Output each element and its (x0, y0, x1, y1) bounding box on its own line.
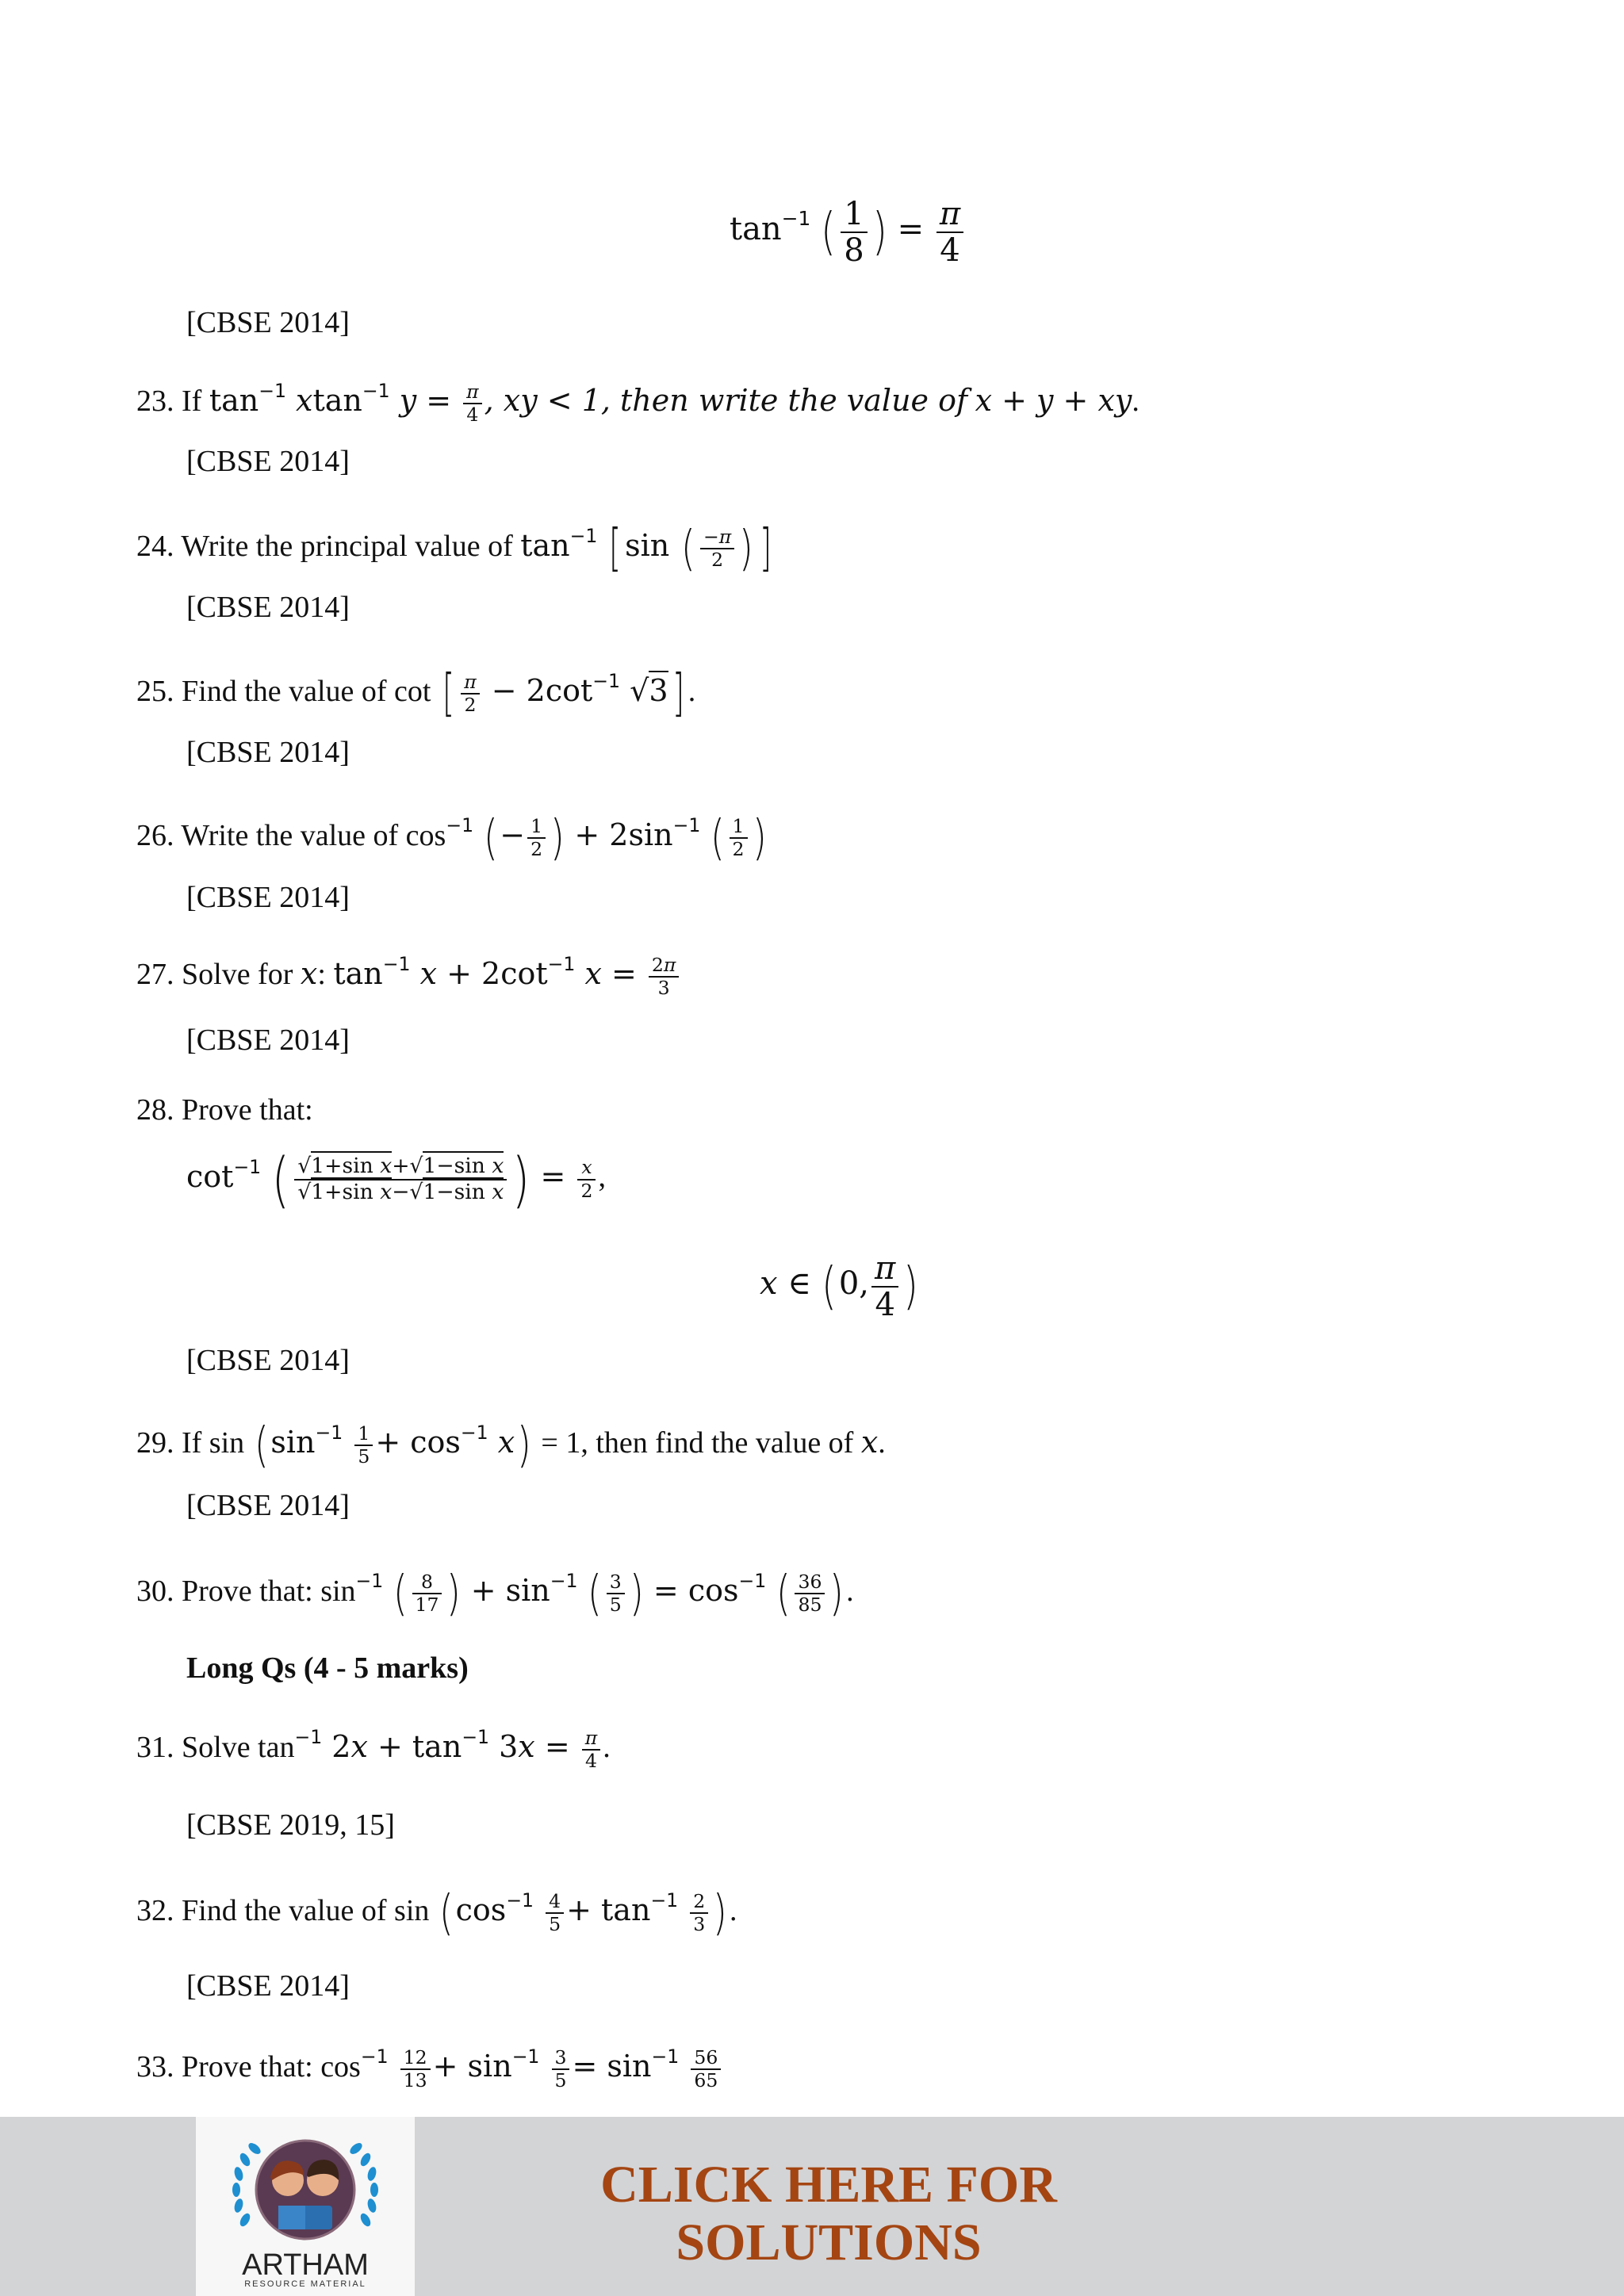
q31: 31. Solve $\tan^{-1} 2x + \tan^{-1} 3x$ = $\frac{\pi}{4}$ . (136, 1726, 611, 1773)
click-for-solutions-link[interactable] (508, 2156, 1150, 2271)
q24-source: [CBSE 2014] (186, 591, 350, 624)
artham-logo[interactable] (196, 2117, 415, 2296)
q32: 32. Find the value of $\sin (\cos^{-1}$ $\frac{4}{5}$ + $\tan^{-1}$ $\frac{2}{3}$ ). (136, 1885, 737, 1941)
q27-source: [CBSE 2014] (186, 1024, 350, 1057)
q28-source: [CBSE 2014] (186, 1344, 350, 1377)
q27: 27. Solve for x: $\tan^{-1} x + 2\cot^{-1}$ x = $\frac{2\pi}{3}$ (136, 955, 681, 998)
q26: 26. Write the value of $\cos^{-1}$ (− $\frac{1}{2}$ ) + $2\sin^{-1}$ ( $\frac{1}{2}$ ) (136, 810, 767, 866)
section-title: Long Qs (4 - 5 marks) (186, 1651, 469, 1685)
cta-line-2: SOLUTIONS (676, 2213, 982, 2271)
q23: 23. If $\tan^{-1} xtan^{-1}$ y = $\frac{\pi}{4}$ , xy < 1, then write the value of x + y + xy. (136, 380, 1139, 427)
q31-source: [CBSE 2019, 15] (186, 1808, 395, 1842)
q33: 33. Prove that: $\cos^{-1}$ $\frac{12}{13}$ + $\sin^{-1}$ $\frac{3}{5}$ = $\sin^{-1}$ $\frac{56}{65}$ (136, 2048, 723, 2091)
q23-source: [CBSE 2014] (186, 445, 350, 478)
q26-source: [CBSE 2014] (186, 881, 350, 914)
q30: 30. Prove that: $\sin^{-1}$ ( $\frac{8}{17}$ ) + $\sin^{-1}$ ( $\frac{3}{5}$ ) = $\cos^{-1}$ ( $\frac{36}{85}$ ). (136, 1566, 854, 1621)
cta-line-1: CLICK HERE FOR (600, 2156, 1057, 2214)
q29-source: [CBSE 2014] (186, 1489, 350, 1522)
q28-domain: x ∈ (0, $\frac{\pi}{4}$ ) (760, 1250, 919, 1323)
logo-name: ARTHAM (242, 2248, 369, 2282)
q32-source: [CBSE 2014] (186, 1969, 350, 2003)
logo-subtitle: RESOURCE MATERIAL (244, 2279, 366, 2289)
q28-equation: $\cot^{-1}$ ( $\frac{\text{√1+sin x+√1−sin x}}{\text{√1+sin x−√1−sin x}}$ ) = $\frac{x}{2}$ , (186, 1144, 606, 1215)
q25: 25. Find the value of cot [ $\frac{\pi}{2}$ − $2\cot^{-1}$ √3] . (136, 664, 696, 723)
q25-source: [CBSE 2014] (186, 736, 350, 769)
q22-equation: $\tan^{-1}$ ( $\frac{1}{8}$ ) = $\frac{\pi}{4}$ (730, 198, 966, 266)
laurel-wreath-icon (196, 2117, 415, 2244)
q28: 28. Prove that: (136, 1093, 313, 1127)
q24: 24. Write the principal value of $\tan^{-1}$ [ sin ( $\frac{-\pi}{2}$ ) ] (136, 519, 772, 578)
q22-source: [CBSE 2014] (186, 306, 350, 339)
q29: 29. If $\sin (\sin^{-1}$ $\frac{1}{5}$ + $\cos^{-1} x) = 1$, then find the value of x. (136, 1418, 886, 1473)
